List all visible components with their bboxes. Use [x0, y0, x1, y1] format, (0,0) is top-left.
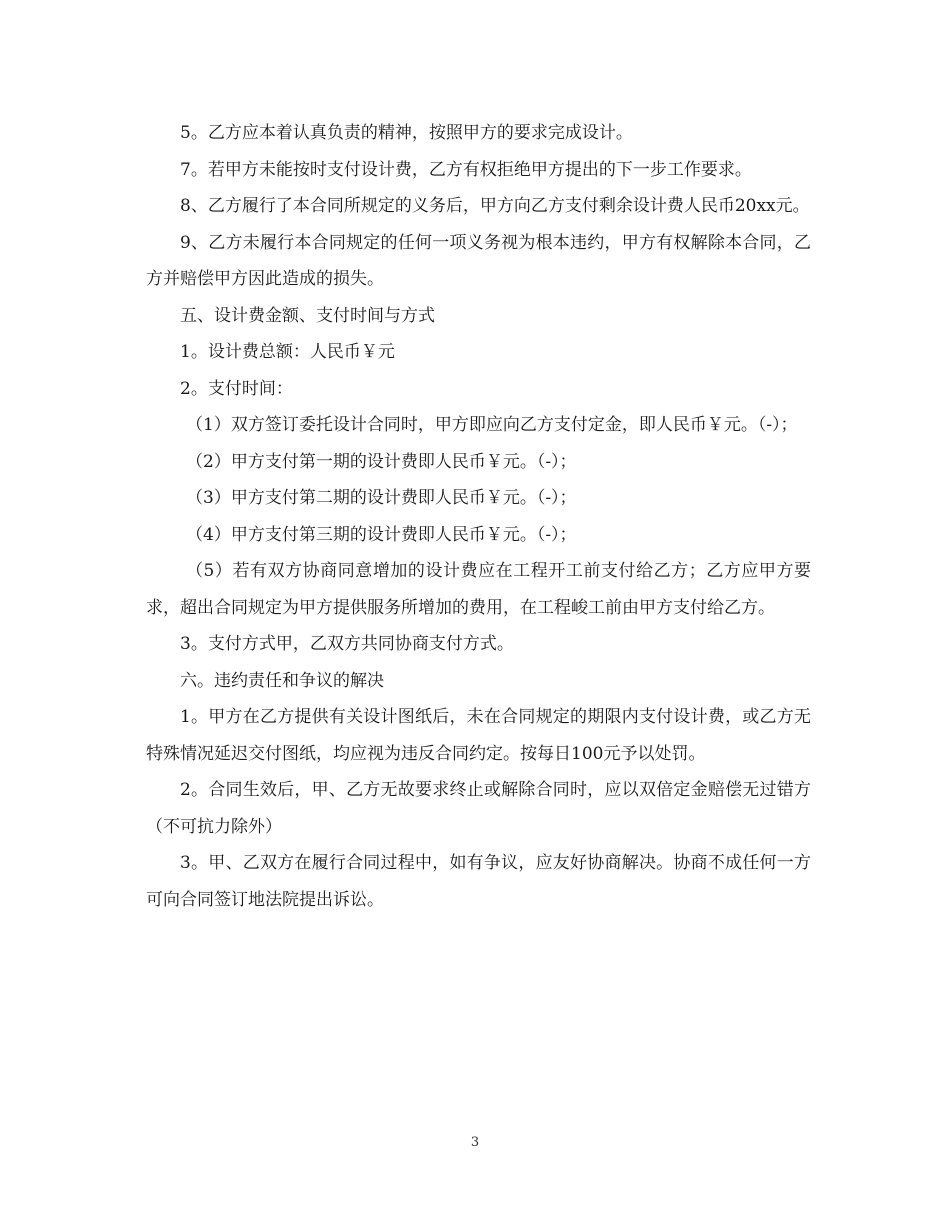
clause-7: 7。若甲方未能按时支付设计费，乙方有权拒绝甲方提出的下一步工作要求。: [180, 159, 752, 180]
page-number: 3: [470, 1135, 480, 1150]
payment-time-heading: 2。支付时间：: [180, 378, 293, 399]
clause-9: 9、乙方未履行本合同规定的任何一项义务视为根本违约，甲方有权解除本合同，乙方并赔偿甲方因此造成的损失。: [146, 232, 811, 289]
clause-8: 8、乙方履行了本合同所规定的义务后，甲方向乙方支付剩余设计费人民币20xx元。: [180, 196, 810, 216]
liability-clause-2: 2。合同生效后，甲、乙方无故要求终止或解除合同时，应以双倍定金赔偿无过错方（不可抗力除外）: [146, 780, 811, 837]
payment-item-1: （1）双方签订委托设计合同时，甲方即应向乙方支付定金，即人民币￥元。（-）；: [186, 415, 798, 435]
section-heading-liability: 六。违约责任和争议的解决: [180, 670, 384, 691]
payment-item-4: （4）甲方支付第三期的设计费即人民币￥元。（-）；: [186, 524, 577, 545]
payment-method: 3。支付方式甲，乙双方共同协商支付方式。: [180, 634, 514, 654]
payment-item-3: （3）甲方支付第二期的设计费即人民币￥元。（-）；: [186, 488, 577, 508]
clause-5: 5。乙方应本着认真负责的精神，按照甲方的要求完成设计。: [180, 123, 633, 143]
section-heading-fee: 五、设计费金额、支付时间与方式: [180, 305, 435, 326]
liability-clause-1: 1。甲方在乙方提供有关设计图纸后，未在合同规定的期限内支付设计费，或乙方无特殊情况延迟交付图纸，均应视为违反合同约定。按每日100元予以处罚。: [146, 707, 811, 764]
document-body: [146, 115, 811, 918]
payment-item-2: （2）甲方支付第一期的设计费即人民币￥元。（-）；: [186, 451, 577, 472]
fee-total: 1。设计费总额：人民币￥元: [180, 342, 395, 362]
payment-item-5: （5）若有双方协商同意增加的设计费应在工程开工前支付给乙方；乙方应甲方要求，超出合同规定为甲方提供服务所增加的费用，在工程峻工前由甲方支付给乙方。: [146, 561, 811, 618]
liability-clause-3: 3。甲、乙双方在履行合同过程中，如有争议，应友好协商解决。协商不成任何一方可向合同签订地法院提出诉讼。: [146, 853, 811, 910]
